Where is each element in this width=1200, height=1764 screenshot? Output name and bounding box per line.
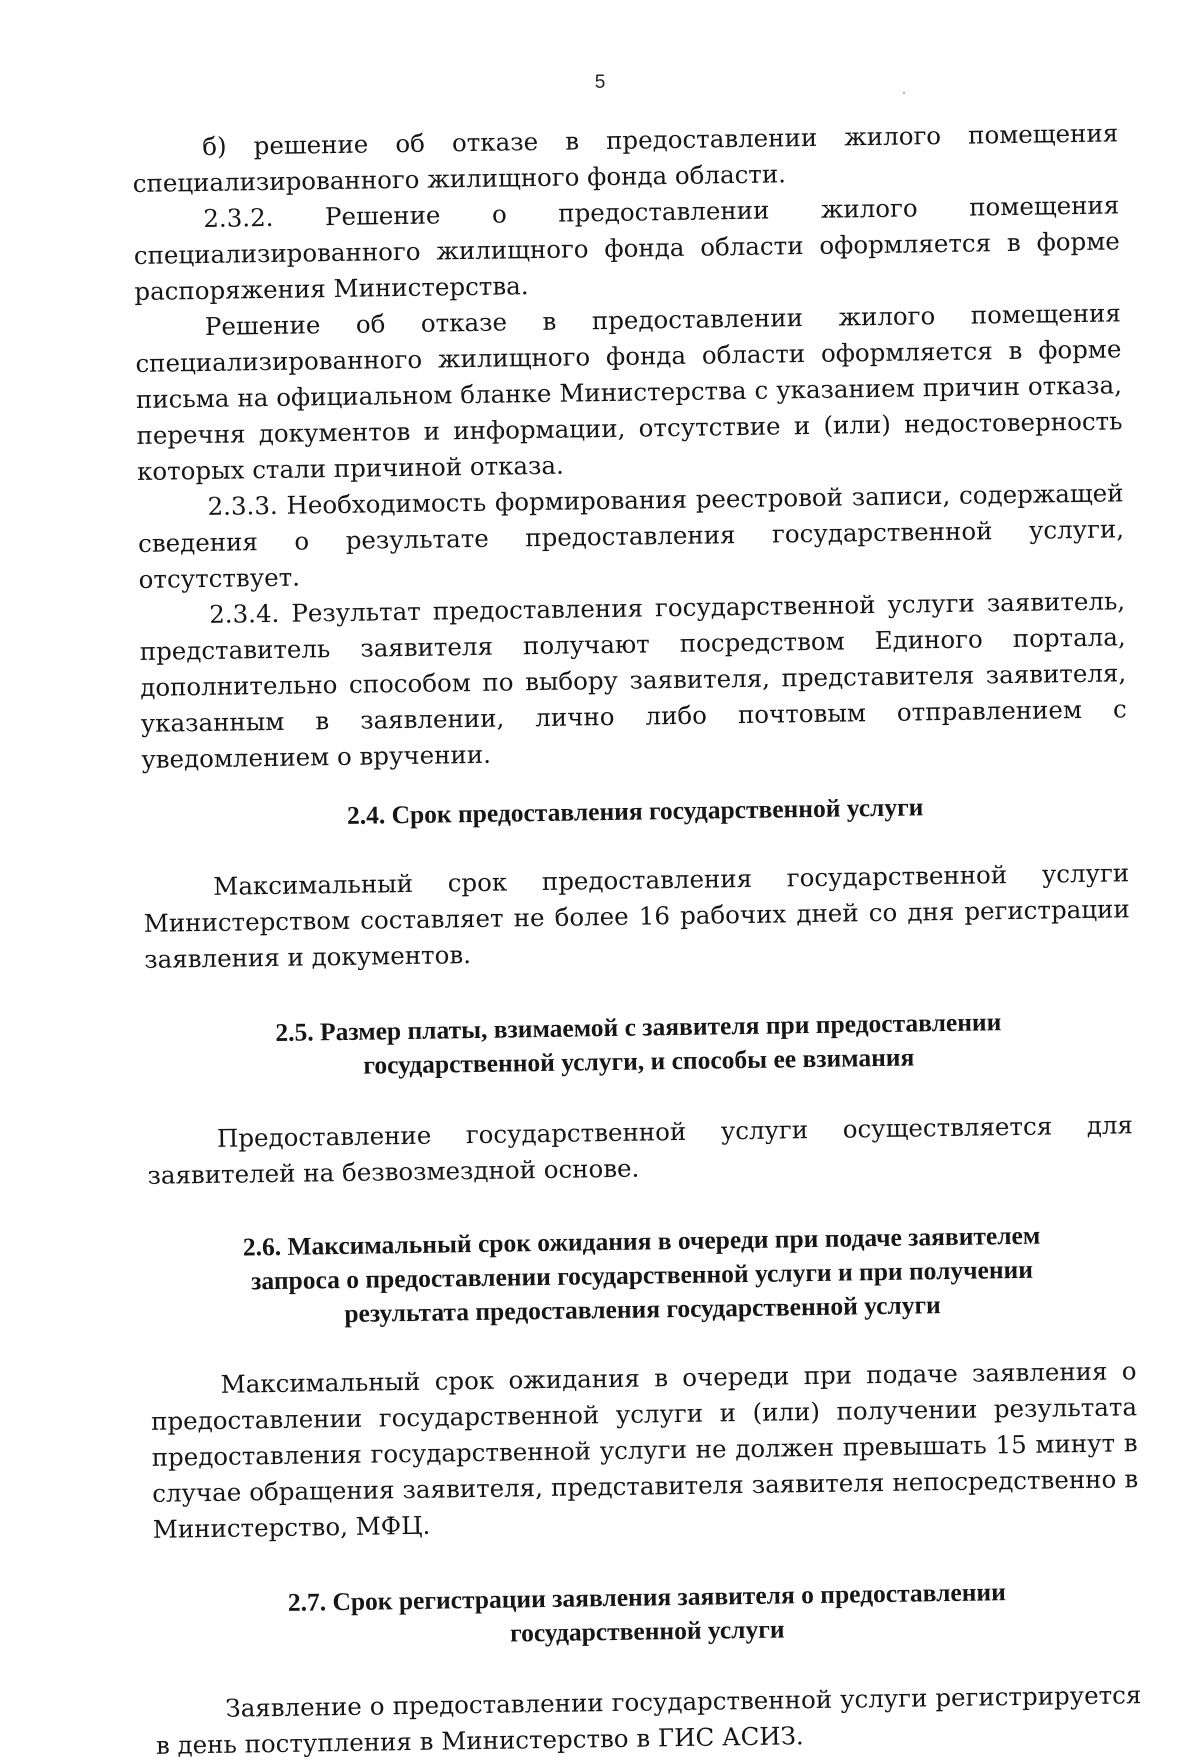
paragraph-2-5: Предоставление государственной услуги осуществляется для заявителей на безвозмездной основе. xyxy=(147,1110,1134,1190)
paragraph-decision-refusal-item: б) решение об отказе в предоставлении жилого помещения специализированного жилищного фонда области. xyxy=(132,118,1119,198)
page-number: 5 xyxy=(594,72,606,93)
paragraph-2-6: Максимальный срок ожидания в очереди при подаче заявления о предоставлении государственной услуги и (или) получении результата предоставления государственной услуги не должен превышать 15 минут в случае обращения заявителя, представителя заявителя непосредственно в Министерство, МФЦ. xyxy=(150,1356,1139,1544)
paragraph-2-3-4: 2.3.4. Результат предоставления государственной услуги заявитель, представитель заявителя получают посредством Единого портала, дополнительно способом по выбору заявителя, представителя заявителя, указанным в заявлении, лично либо почтовым отправлением с уведомлением о вручении. xyxy=(139,586,1127,774)
section-heading-2-5: 2.5. Размер платы, взимаемой с заявителя при предоставлении государственной услуги, и способы ее взимания xyxy=(275,1007,1002,1080)
scan-speck xyxy=(903,92,905,94)
section-heading-2-6: 2.6. Максимальный срок ожидания в очереди при подаче заявителем запроса о предоставлении государственной услуги и при получении результата предоставления государственной услуги xyxy=(242,1220,1041,1328)
document-body xyxy=(132,115,1142,1763)
paragraph-2-4: Максимальный срок предоставления государственной услуги Министерством составляет не более 16 рабочих дней со дня регистрации заявления и документов. xyxy=(143,858,1130,974)
paragraph-2-3-2: 2.3.2. Решение о предоставлении жилого помещения специализированного жилищного фонда области оформляется в форме распоряжения Министерства. xyxy=(133,190,1120,306)
section-heading-2-4: 2.4. Срок предоставления государственной услуги xyxy=(346,792,924,830)
section-heading-2-7: 2.7. Срок регистрации заявления заявителя о предоставлении государственной услуги xyxy=(287,1577,1006,1648)
paragraph-2-7: Заявление о предоставлении государственной услуги регистрируется в день поступления в Министерство в ГИС АСИЗ. xyxy=(155,1680,1142,1760)
paragraph-2-3-3: 2.3.3. Необходимость формирования реестровой записи, содержащей сведения о результате предоставления государственной услуги, отсутствует. xyxy=(137,478,1125,594)
paragraph-refusal-form: Решение об отказе в предоставлении жилого помещения специализированного жилищного фонда области оформляется в форме письма на официальном бланке Министерства с указанием причин отказа, перечня документов и информации, отсутствие и (или) недостоверность которых стали причиной отказа. xyxy=(135,298,1123,486)
